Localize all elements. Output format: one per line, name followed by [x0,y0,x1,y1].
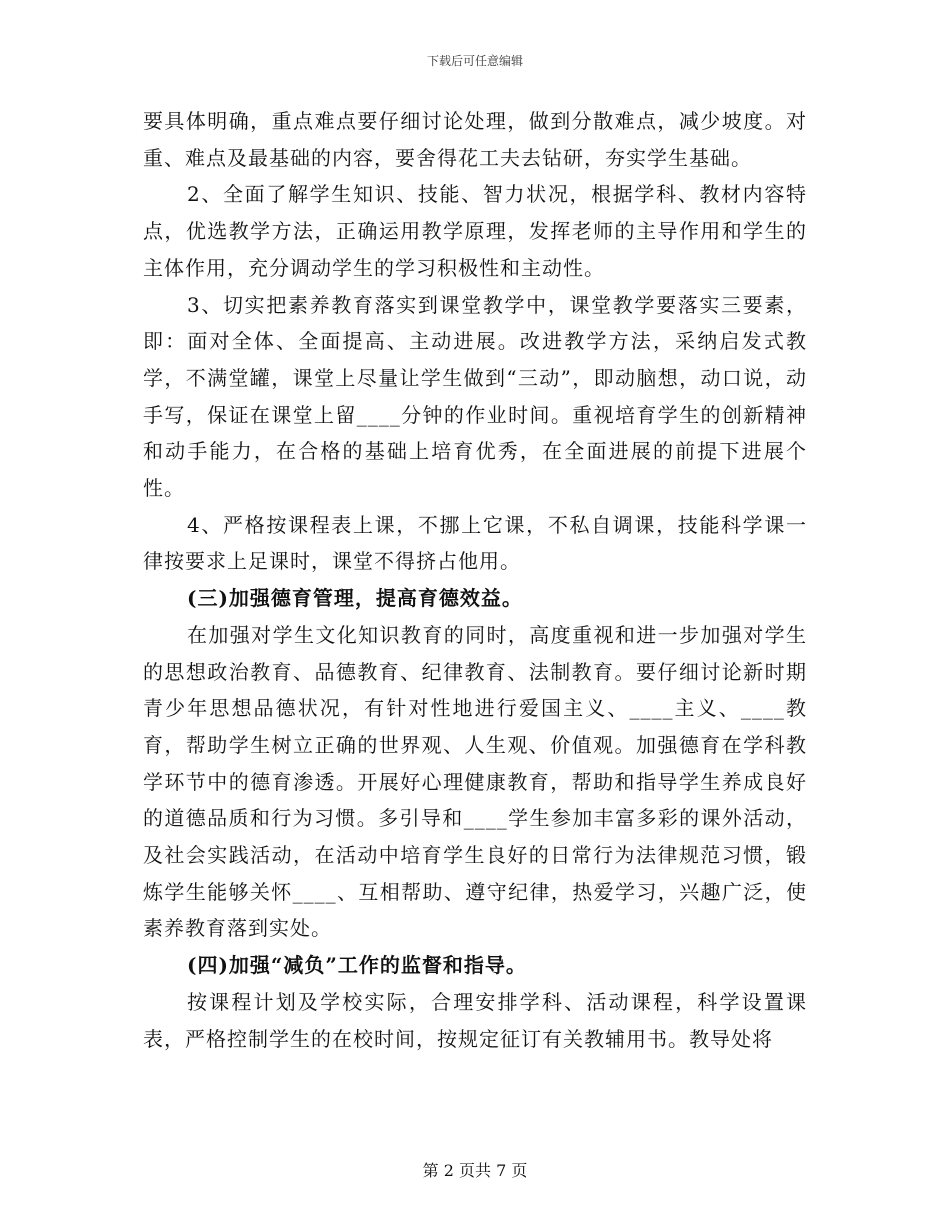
page-header: 下载后可任意编辑 [426,54,523,68]
paragraph-moral-education: 在加强对学生文化知识教育的同时，高度重视和进一步加强对学生的思想政治教育、品德教育、纪律教育、法制教育。要仔细讨论新时期青少年思想品德状况，有针对性地进行爱国主义、____主义、____教育，帮助学生树立正确的世界观、人生观、价值观。加强德育在学科教学环节中的德育渗透。开展好心理健康教育，帮助和指导学生养成良好的道德品质和行为习惯。多引导和____学生参加丰富多彩的课外活动，及社会实践活动，在活动中培育学生良好的日常行为法律规范习惯，锻炼学生能够关怀____、互相帮助、遵守纪律，热爱学习，兴趣广泛，使素养教育落到实处。 [143,622,807,941]
paragraph-continuation: 要具体明确，重点难点要仔细讨论处理，做到分散难点，减少坡度。对重、难点及最基础的内容，要舍得花工夫去钻研，夯实学生基础。 [143,109,807,170]
section-heading-4: (四)加强“减负”工作的监督和指导。 [187,953,527,978]
paragraph-burden-reduction: 按课程计划及学校实际，合理安排学科、活动课程，科学设置课表，严格控制学生的在校时间，按规定征订有关教辅用书。教导处将 [143,989,807,1051]
page-footer: 第 2 页共 7 页 [422,1161,528,1180]
paragraph-item-2: 2、全面了解学生知识、技能、智力状况，根据学科、教材内容特点，优选教学方法，正确运用教学原理，发挥老师的主导作用和学生的主体作用，充分调动学生的学习积极性和主动性。 [143,182,807,280]
section-heading-3: (三)加强德育管理，提高育德效益。 [187,586,523,611]
paragraph-item-4: 4、严格按课程表上课，不挪上它课，不私自调课，技能科学课一律按要求上足课时，课堂不得挤占他用。 [143,512,807,574]
document-body [143,103,807,1057]
paragraph-item-3: 3、切实把素养教育落实到课堂教学中，课堂教学要落实三要素，即：面对全体、全面提高、主动进展。改进教学方法，采纳启发式教学，不满堂罐，课堂上尽量让学生做到“三动”，即动脑想，动口说，动手写，保证在课堂上留____分钟的作业时间。重视培育学生的创新精神和动手能力，在合格的基础上培育优秀，在全面进展的前提下进展个性。 [143,292,807,501]
